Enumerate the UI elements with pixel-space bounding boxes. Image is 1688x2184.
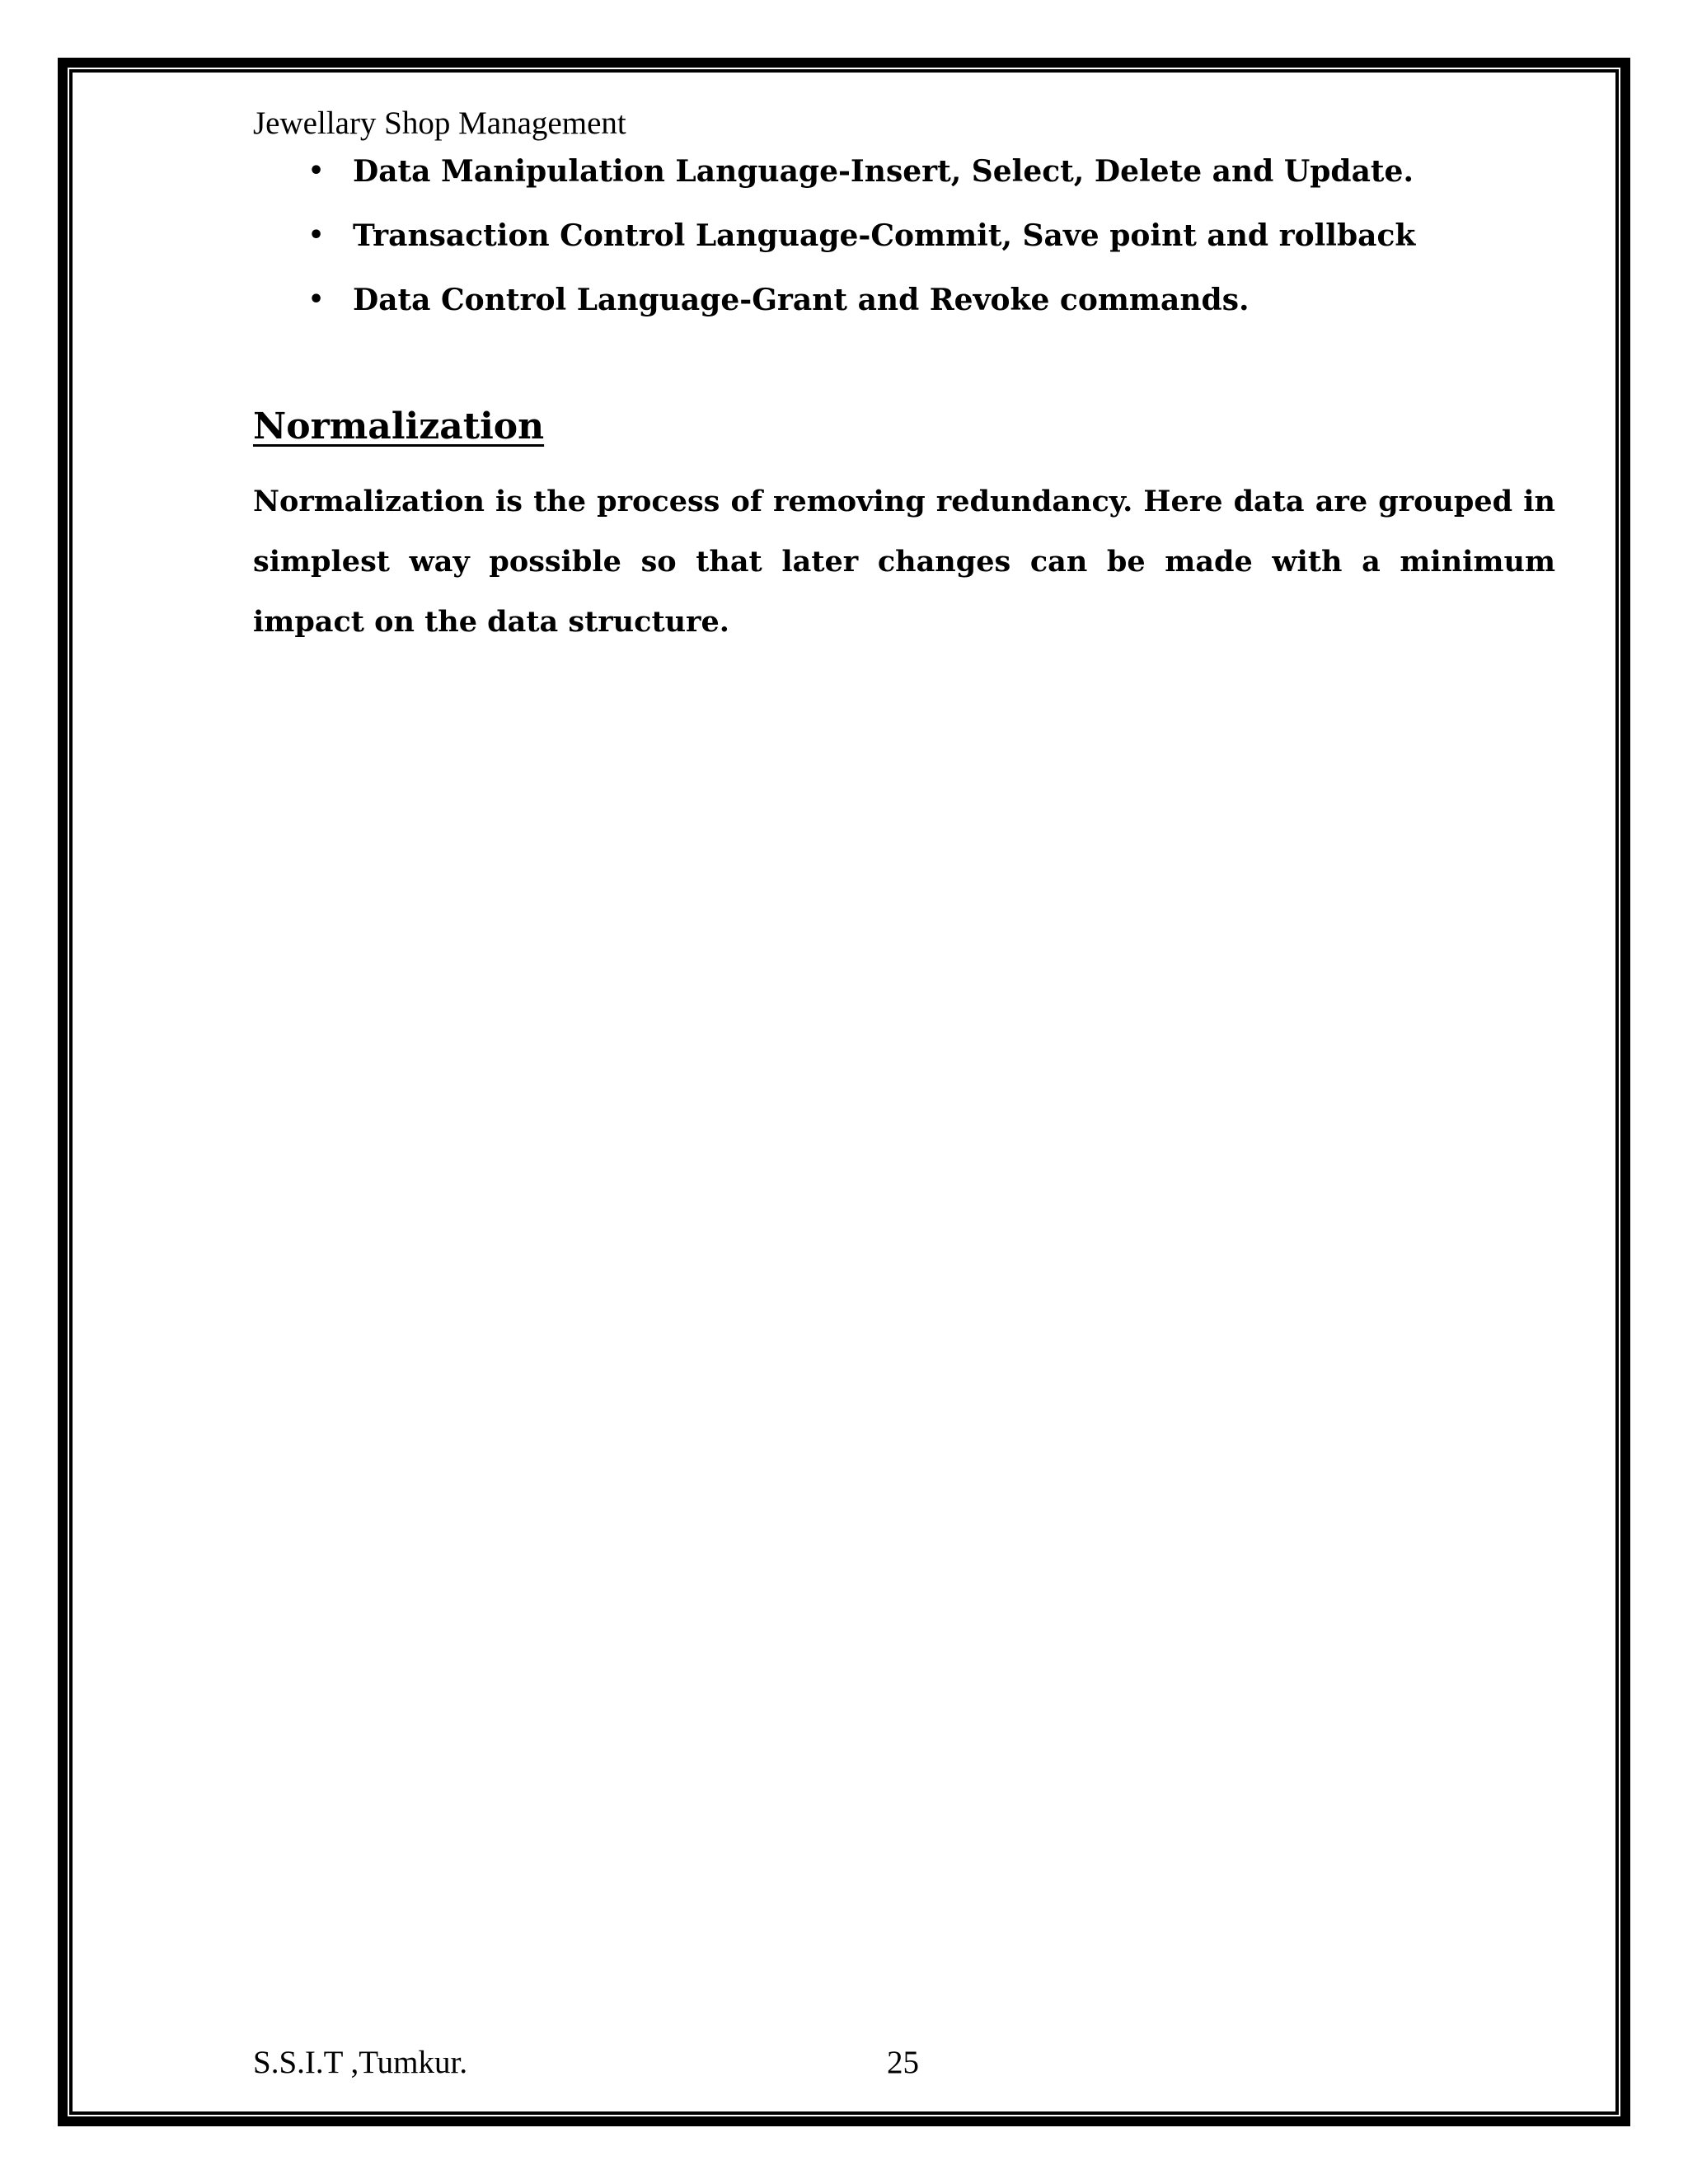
sql-command-list: [303, 150, 1415, 343]
list-item-text: Transaction Control Language-Commit, Save point and rollback: [353, 218, 1416, 253]
footer-institution: S.S.I.T ,Tumkur.: [253, 2045, 468, 2080]
page-border-inner: [69, 69, 1619, 2115]
list-item-text: Data Manipulation Language-Insert, Select, Delete and Update.: [353, 154, 1414, 189]
bullet-icon: •: [308, 221, 325, 250]
list-item-text: Data Control Language-Grant and Revoke commands.: [353, 283, 1250, 317]
section-body-paragraph: Normalization is the process of removing redundancy. Here data are grouped in simplest way possible so that later changes can be made with a minimum impact on the data structure.: [253, 485, 1555, 639]
list-item: [303, 214, 1415, 257]
running-header: Jewellary Shop Management: [253, 105, 626, 141]
list-item: [303, 279, 1415, 321]
bullet-icon: •: [308, 285, 325, 314]
section-heading: Normalization: [253, 405, 545, 448]
bullet-icon: •: [308, 157, 325, 185]
page-number: 25: [887, 2045, 919, 2080]
list-item: [303, 150, 1415, 193]
